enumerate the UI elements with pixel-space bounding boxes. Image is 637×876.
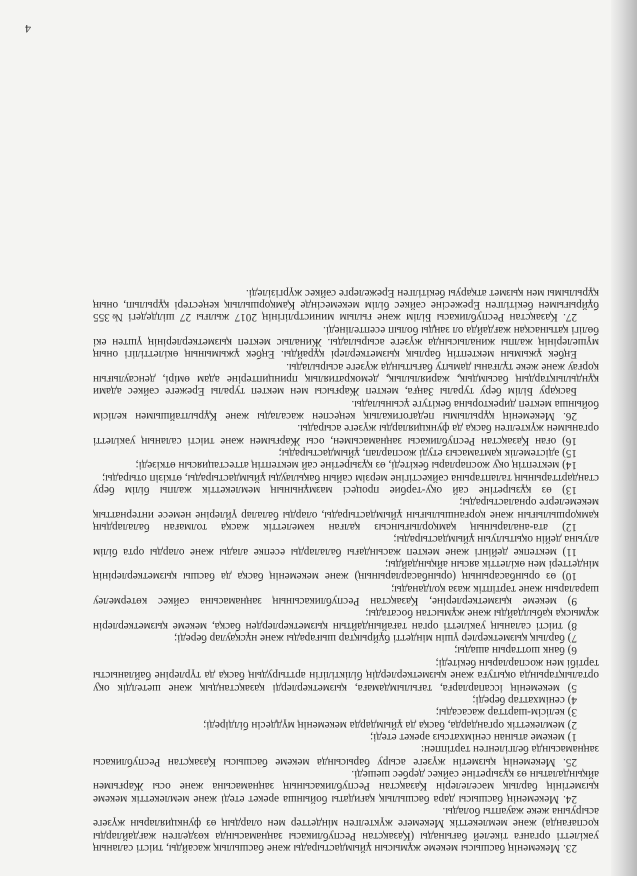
list-item: 3) келісім-шарттар жасасады; [435, 706, 577, 719]
paragraph-27: 27. Қазақстан Республикасы Білім және ғылым министрлігінің 2017 жылғы 27 шілдедегі №355 бұйрығымен бекітілген Ережесіне сәйкес білім мекемесінде Қамқоршылық кеңестері құрылып, оның құрылымы мен қызмет атқаруы бекітілген Ережелерге сәйкес жүргізіледі. [93, 286, 599, 324]
page-number: 4 [25, 22, 31, 36]
list-item: 12) ата-аналарының қамқорлығынсыз қалған кәмелеттік жасқа толмаған балалардың қамқоршылығын және қорғаншылығын ұйымдастырады, оларды балалар үйлеріне немесе интернаттық мекемелерге орналастырады; [93, 496, 599, 534]
list-item: 9) мекеме қызметкерлеріне, Қазақстан Республикасының заңнамасына сәйкес көтермелеу шараларын және тәртіптік жаза қолданады; [93, 582, 599, 608]
list-item: 10) өз орынбасарының (орынбасарларының) және мекеменің басқа да басшы қызметкерлерінің міндеттері мен өкілеттік аясын айқындайды; [93, 558, 599, 583]
scan-edge-shadow [611, 0, 637, 876]
paragraph-labor-collective: Еңбек ұжымын мектептің барлық қызметкерлері құрайды. Еңбек ұжымының өкілеттілігі оның мүшелерінің жалпы жиналысында жүзеге асырылады. Жиналыс мектеп қызметкерлерінің үштен екі бөлігі қатынасқан жағдайда ол заңды болып есептелінеді. [93, 323, 599, 361]
list-item: 5) мекеменің іссапарларға, тағылымдамаға, қызметкерлерді қазақстандық және шетелдік оқу орталықтарында оқытуға және қызметкерлердің біліктілігін арттырудың басқа да түрлеріне байланысты тәртібі мен жоспарларын бекітеді; [93, 656, 599, 694]
list-item: 13) өз құзыретіне сай оқу-тәрбие процесі мазмұнының мемлекеттік жалпы білім беру стандарттарының талаптарына сәйкестігіне мерзім сайын бақылауды ұйымдастырады, өткізіп отырады; [93, 471, 599, 497]
paragraph-management: Басқару Білім беру туралы Заңға, мектеп Жарғысы мен мектеп туралы Ережеге сәйкес адами құндылықтардың басымдық, жариялылық, демократиялық принциптеріне адам өмірі, денсаулығын қорғау және жеке тұлғаны дамыту бағытында жүзеге асырылады. [93, 360, 599, 398]
list-item: 14) мектептің оқу жоспарлары бекітеді, өз құзыретіне сай мектептің аттестациясын өткізеді; [135, 459, 577, 472]
list-item: 4) сенімхаттар береді; [472, 693, 577, 706]
paragraph-26: 26. Мекеменің құрылымы педагогикалық кеңеспен жасалады және Құрылтайшымен келісім бойынша мектеп директорына бекітуге ұсынылады. [93, 397, 599, 422]
document-body [93, 286, 599, 854]
list-item: 1) мекеме атынан сенімхатсыз әрекет етеді; [370, 730, 577, 743]
list-item: 7) барлық қызметкерлер үшін міндетті бұйрықтар шығарады және нұсқаулар береді; [174, 632, 577, 645]
list-item: 15) әдістемелік қамтамасыз етуді жоспарлап, ұйымдастырады; [278, 447, 577, 459]
paragraph-23: 23. Мекеменің басшысы мекеме жұмысын ұйымдастырады және басшылық жасайды, тиісті саланың уәкілетті органға тікелей бағынады (Қазақстан Республикасы заңнамасында көзделген жағдайларды қоспағанда) және мемлекеттік Мекемеге жүктелген міндеттер мен олардың өз функцияларын жүзеге асыруына жеке жауапты болады. [93, 804, 599, 854]
paragraph-24: 24. Мекеменің басшысы дара басшылық қағидаты бойынша әрекет етеді және мемлекеттік мекеме қызметінің барлық мәселелерін Қазақстан Республикасының заңнамасына және осы Жарғымен айқындалатын өз құзыретіне сәйкес дербес шешеді. [93, 767, 599, 805]
list-item: 6) банк шоттарын ашады; [454, 644, 577, 657]
list-item: 16) оған Қазақстан Республикасы заңнамасымен, осы Жарғымен және тиісті саланың уәкілетті органымен жүктелген басқа да функцияларды жүзеге асырады. [93, 422, 599, 447]
list-item: 11) мектепке дейінгі және мектеп жасындағы балаларды есепке алады және оларды орта білім алуына дейін оқытылуын ұйымдастырады; [93, 533, 599, 558]
list-item: 8) тиісті саланың уәкілетті орган тағайындайтын қызметкерлерден басқа, мекеме қызметкерлерін жұмысқа қабылдайды және жұмыстан босатады; [93, 607, 599, 632]
list-item: 2) мемлекеттік органдарда, басқа да ұйымдарда мекеменің мүддесін білдіреді; [203, 718, 577, 731]
paragraph-25: 25. Мекеменің қызметін жүзеге асыру барысында мекеме басшысы Қазақстан Республикасы заңнамасында белгіленген тәртіппен: [93, 743, 599, 768]
